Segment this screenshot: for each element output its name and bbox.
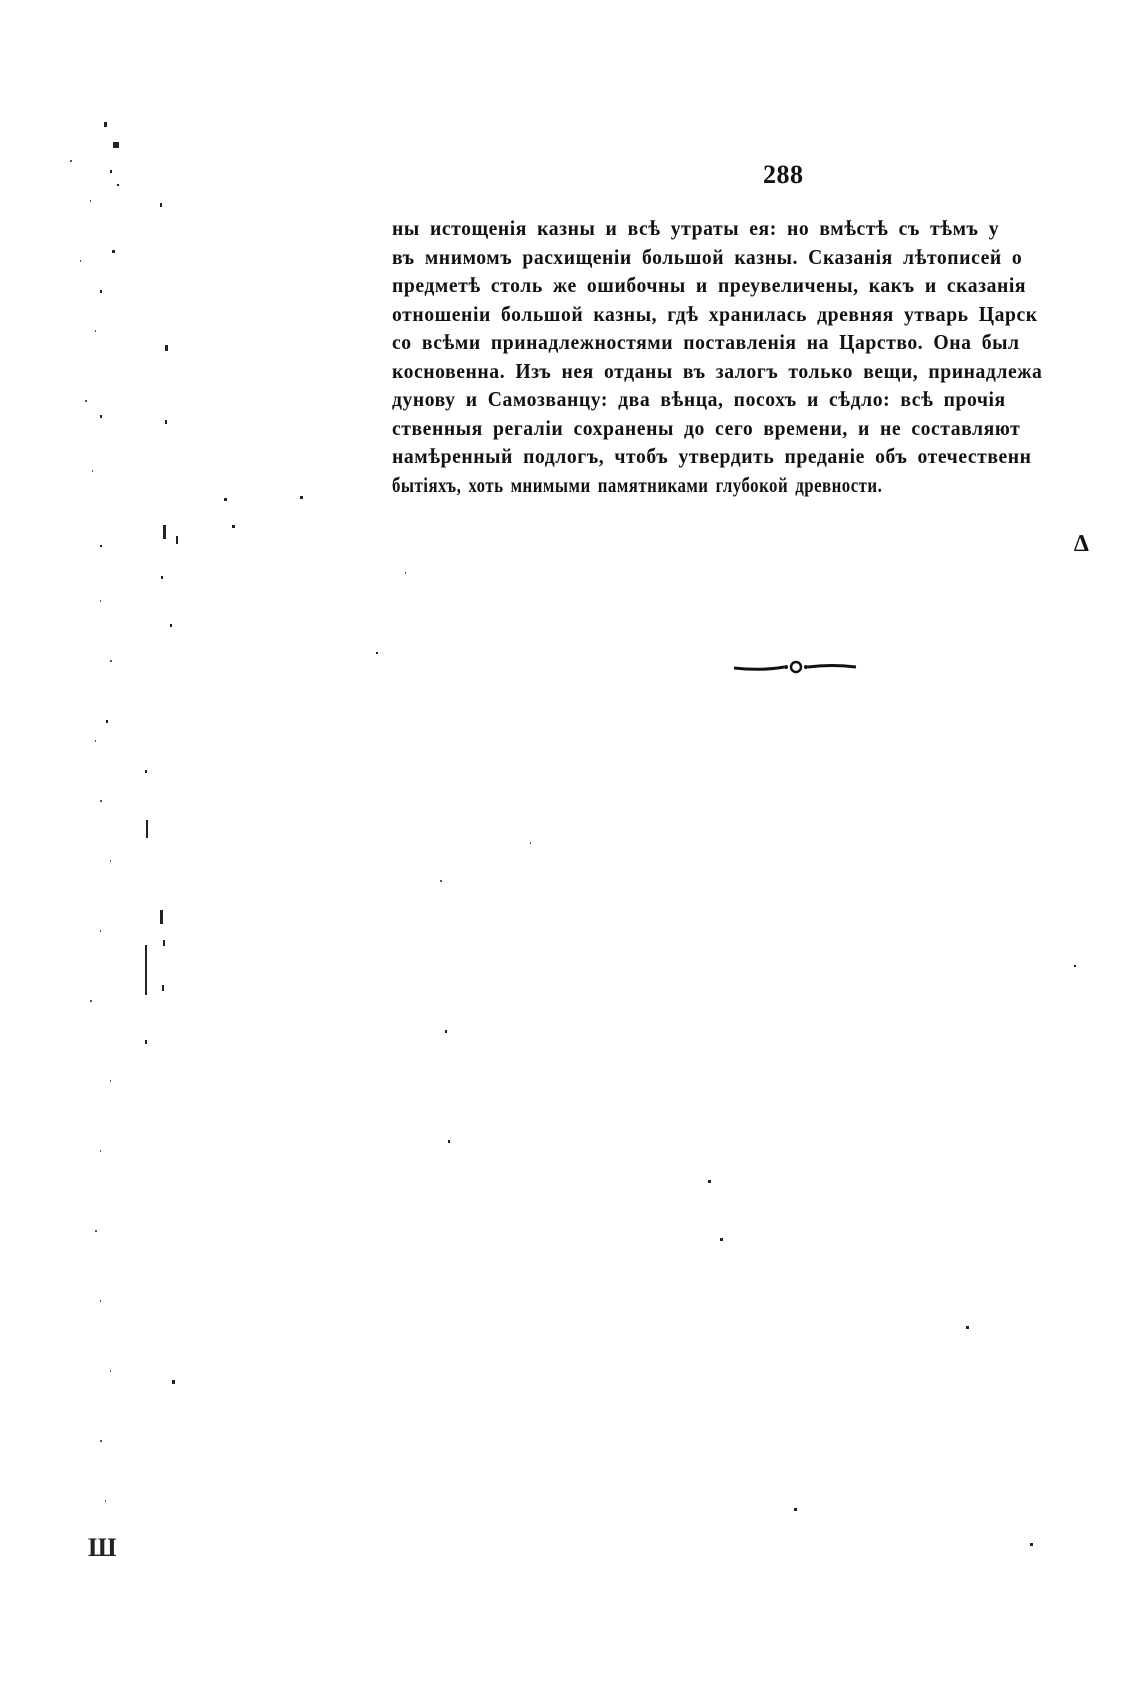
corner-mark: ∆ xyxy=(1074,531,1089,557)
decorative-ornament xyxy=(732,655,860,679)
text-line: дунову и Самозванцу: два вѣнца, посохъ и сѣдло: всѣ прочія xyxy=(392,387,1006,411)
text-line: намѣренный подлогъ, чтобъ утвердить преданіе объ отечественн xyxy=(392,444,1032,468)
text-line: косновенна. Изъ нея отданы въ залогъ только вещи, принадлежа xyxy=(392,358,1043,383)
text-line: отношеніи большой казны, гдѣ хранилась древняя утварь Царск xyxy=(392,301,1038,326)
spine-mark: Ш xyxy=(88,1533,117,1562)
body-text xyxy=(392,214,1140,514)
text-line: со всѣми принадлежностями поставленія на Царство. Она был xyxy=(392,330,1020,354)
page-number: 288 xyxy=(763,160,804,189)
text-line: предметѣ столь же ошибочны и преувеличены, какъ и сказанія xyxy=(392,273,1027,297)
text-line: ны истощенія казны и всѣ утраты ея: но вмѣстѣ съ тѣмъ у xyxy=(392,216,1000,240)
text-line: ственныя регаліи сохранены до сего времени, и не составляют xyxy=(392,415,1021,440)
text-line: бытіяхъ, хоть мнимыми памятниками глубокой древности. xyxy=(392,472,883,497)
text-line: въ мнимомъ расхищеніи большой казны. Сказанія лѣтописей о xyxy=(392,244,1023,269)
